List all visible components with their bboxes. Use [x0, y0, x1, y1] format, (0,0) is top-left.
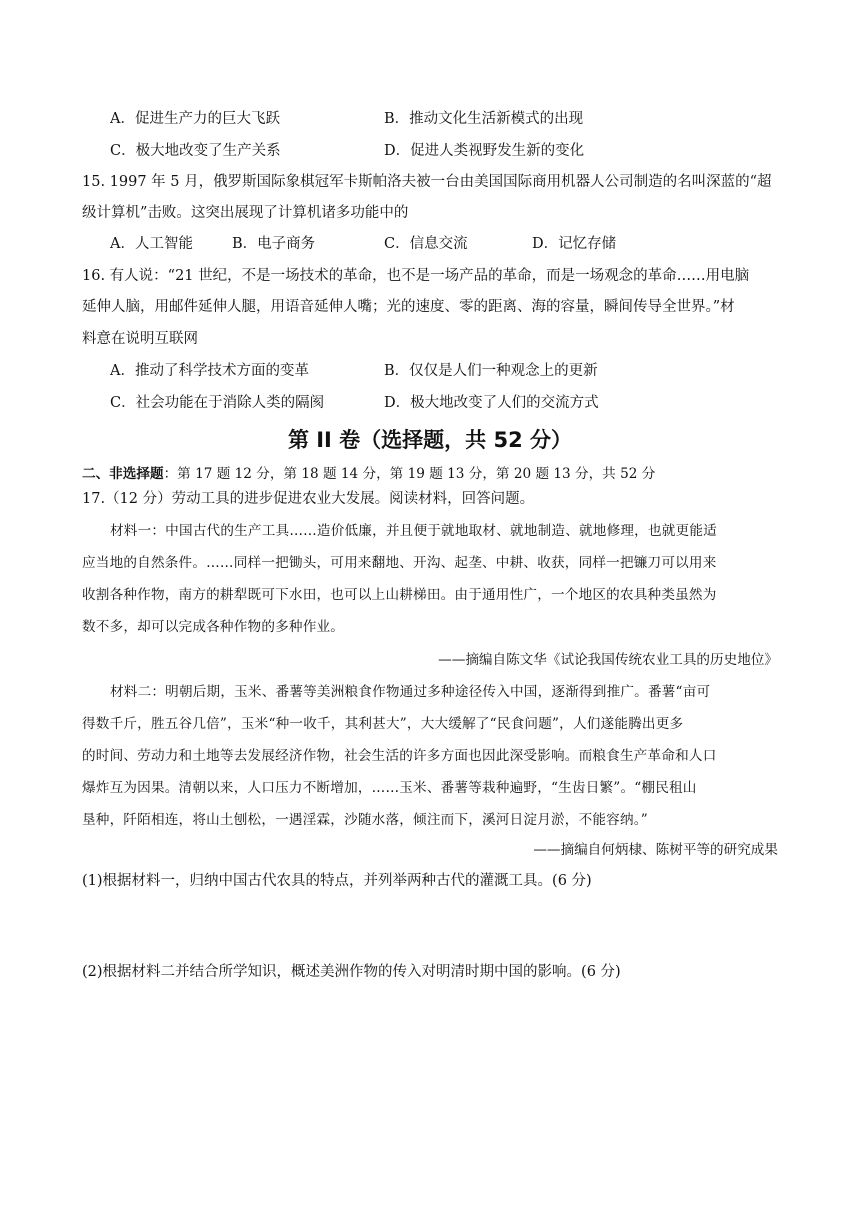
q14-option-b: B．推动文化生活新模式的出现	[384, 111, 584, 127]
q17-material-2-line-1: 材料二：明朝后期，玉米、番薯等美洲粮食作物通过多种途径传入中国，逐渐得到推广。番薯“亩可	[110, 684, 711, 700]
q17-material-1-line-3: 收割各种作物，南方的耕犁既可下水田，也可以上山耕梯田。由于通用性广，一个地区的农具种类虽然为	[82, 587, 717, 603]
q17-material-1-line-2: 应当地的自然条件。……同样一把锄头，可用来翻地、开沟、起垄、中耕、收获，同样一把镰刀可以用来	[82, 555, 717, 571]
section-2-description	[82, 464, 655, 484]
q17-intro: 17.（12 分）劳动工具的进步促进农业大发展。阅读材料，回答问题。	[82, 491, 535, 507]
q15-option-b: B．电子商务	[232, 236, 316, 252]
section-2-score-info: ：第 17 题 12 分，第 18 题 14 分，第 19 题 13 分，第 20 题 13 分，共 52 分	[163, 466, 656, 482]
q17-material-2-line-3: 的时间、劳动力和土地等去发展经济作物，社会生活的许多方面也因此深受影响。而粮食生产革命和人口	[82, 748, 717, 764]
q14-option-d: D．促进人类视野发生新的变化	[384, 143, 585, 159]
q16-stem-line-3: 料意在说明互联网	[82, 331, 198, 347]
q14-option-a: A．促进生产力的巨大飞跃	[110, 111, 280, 127]
q15-stem-line-1: 15. 1997 年 5 月，俄罗斯国际象棋冠军卡斯帕洛夫被一台由美国国际商用机器人公司制造的名叫深蓝的“超	[82, 174, 772, 190]
q17-material-2-source: ——摘编自何炳棣、陈树平等的研究成果	[533, 842, 778, 858]
q14-option-c: C．极大地改变了生产关系	[110, 143, 281, 159]
q17-material-1-line-1: 材料一：中国古代的生产工具……造价低廉，并且便于就地取材、就地制造、就地修理，也就更能适	[110, 523, 717, 539]
q16-option-c: C．社会功能在于消除人类的隔阂	[110, 395, 325, 411]
q16-stem-line-1: 16. 有人说：“21 世纪，不是一场技术的革命，也不是一场产品的革命，而是一场观念的革命……用电脑	[82, 268, 750, 284]
section-2-heading: 第 II 卷（选择题，共 52 分）	[287, 428, 573, 452]
q16-option-a: A．推动了科学技术方面的变革	[110, 363, 309, 379]
q17-material-1-line-4: 数不多，却可以完成各种作物的多种作业。	[82, 619, 345, 635]
q15-option-d: D．记忆存储	[532, 236, 617, 252]
q17-subquestion-1: (1)根据材料一，归纳中国古代农具的特点，并列举两种古代的灌溉工具。(6 分)	[82, 873, 592, 889]
q17-subquestion-2: (2)根据材料二并结合所学知识，概述美洲作物的传入对明清时期中国的影响。(6 分)	[82, 964, 621, 980]
q16-stem-line-2: 延伸人脑，用邮件延伸人腿，用语音延伸人嘴；光的速度、零的距离、海的容量，瞬间传导全世界。”材	[82, 299, 735, 315]
q15-option-a: A．人工智能	[110, 236, 193, 252]
section-2-label: 二、非选择题	[82, 466, 164, 482]
q15-option-c: C．信息交流	[384, 236, 468, 252]
q15-stem-line-2: 级计算机”击败。这突出展现了计算机诸多功能中的	[82, 205, 409, 221]
q16-option-d: D．极大地改变了人们的交流方式	[384, 395, 599, 411]
q17-material-2-line-2: 得数千斤，胜五谷几倍”，玉米“种一收千，其利甚大”，大大缓解了“民食问题”，人们遂能腾出更多	[82, 716, 684, 732]
q17-material-2-line-4: 爆炸互为因果。清朝以来，人口压力不断增加，……玉米、番薯等栽种遍野，“生齿日繁”。“棚民租山	[82, 780, 697, 796]
q17-material-1-source: ——摘编自陈文华《试论我国传统农业工具的历史地位》	[438, 652, 778, 668]
q16-option-b: B．仅仅是人们一种观念上的更新	[384, 363, 598, 379]
q17-material-2-line-5: 垦种，阡陌相连，将山土刨松，一遇淫霖，沙随水落，倾注而下，溪河日淀月淤，不能容纳。”	[82, 812, 648, 828]
